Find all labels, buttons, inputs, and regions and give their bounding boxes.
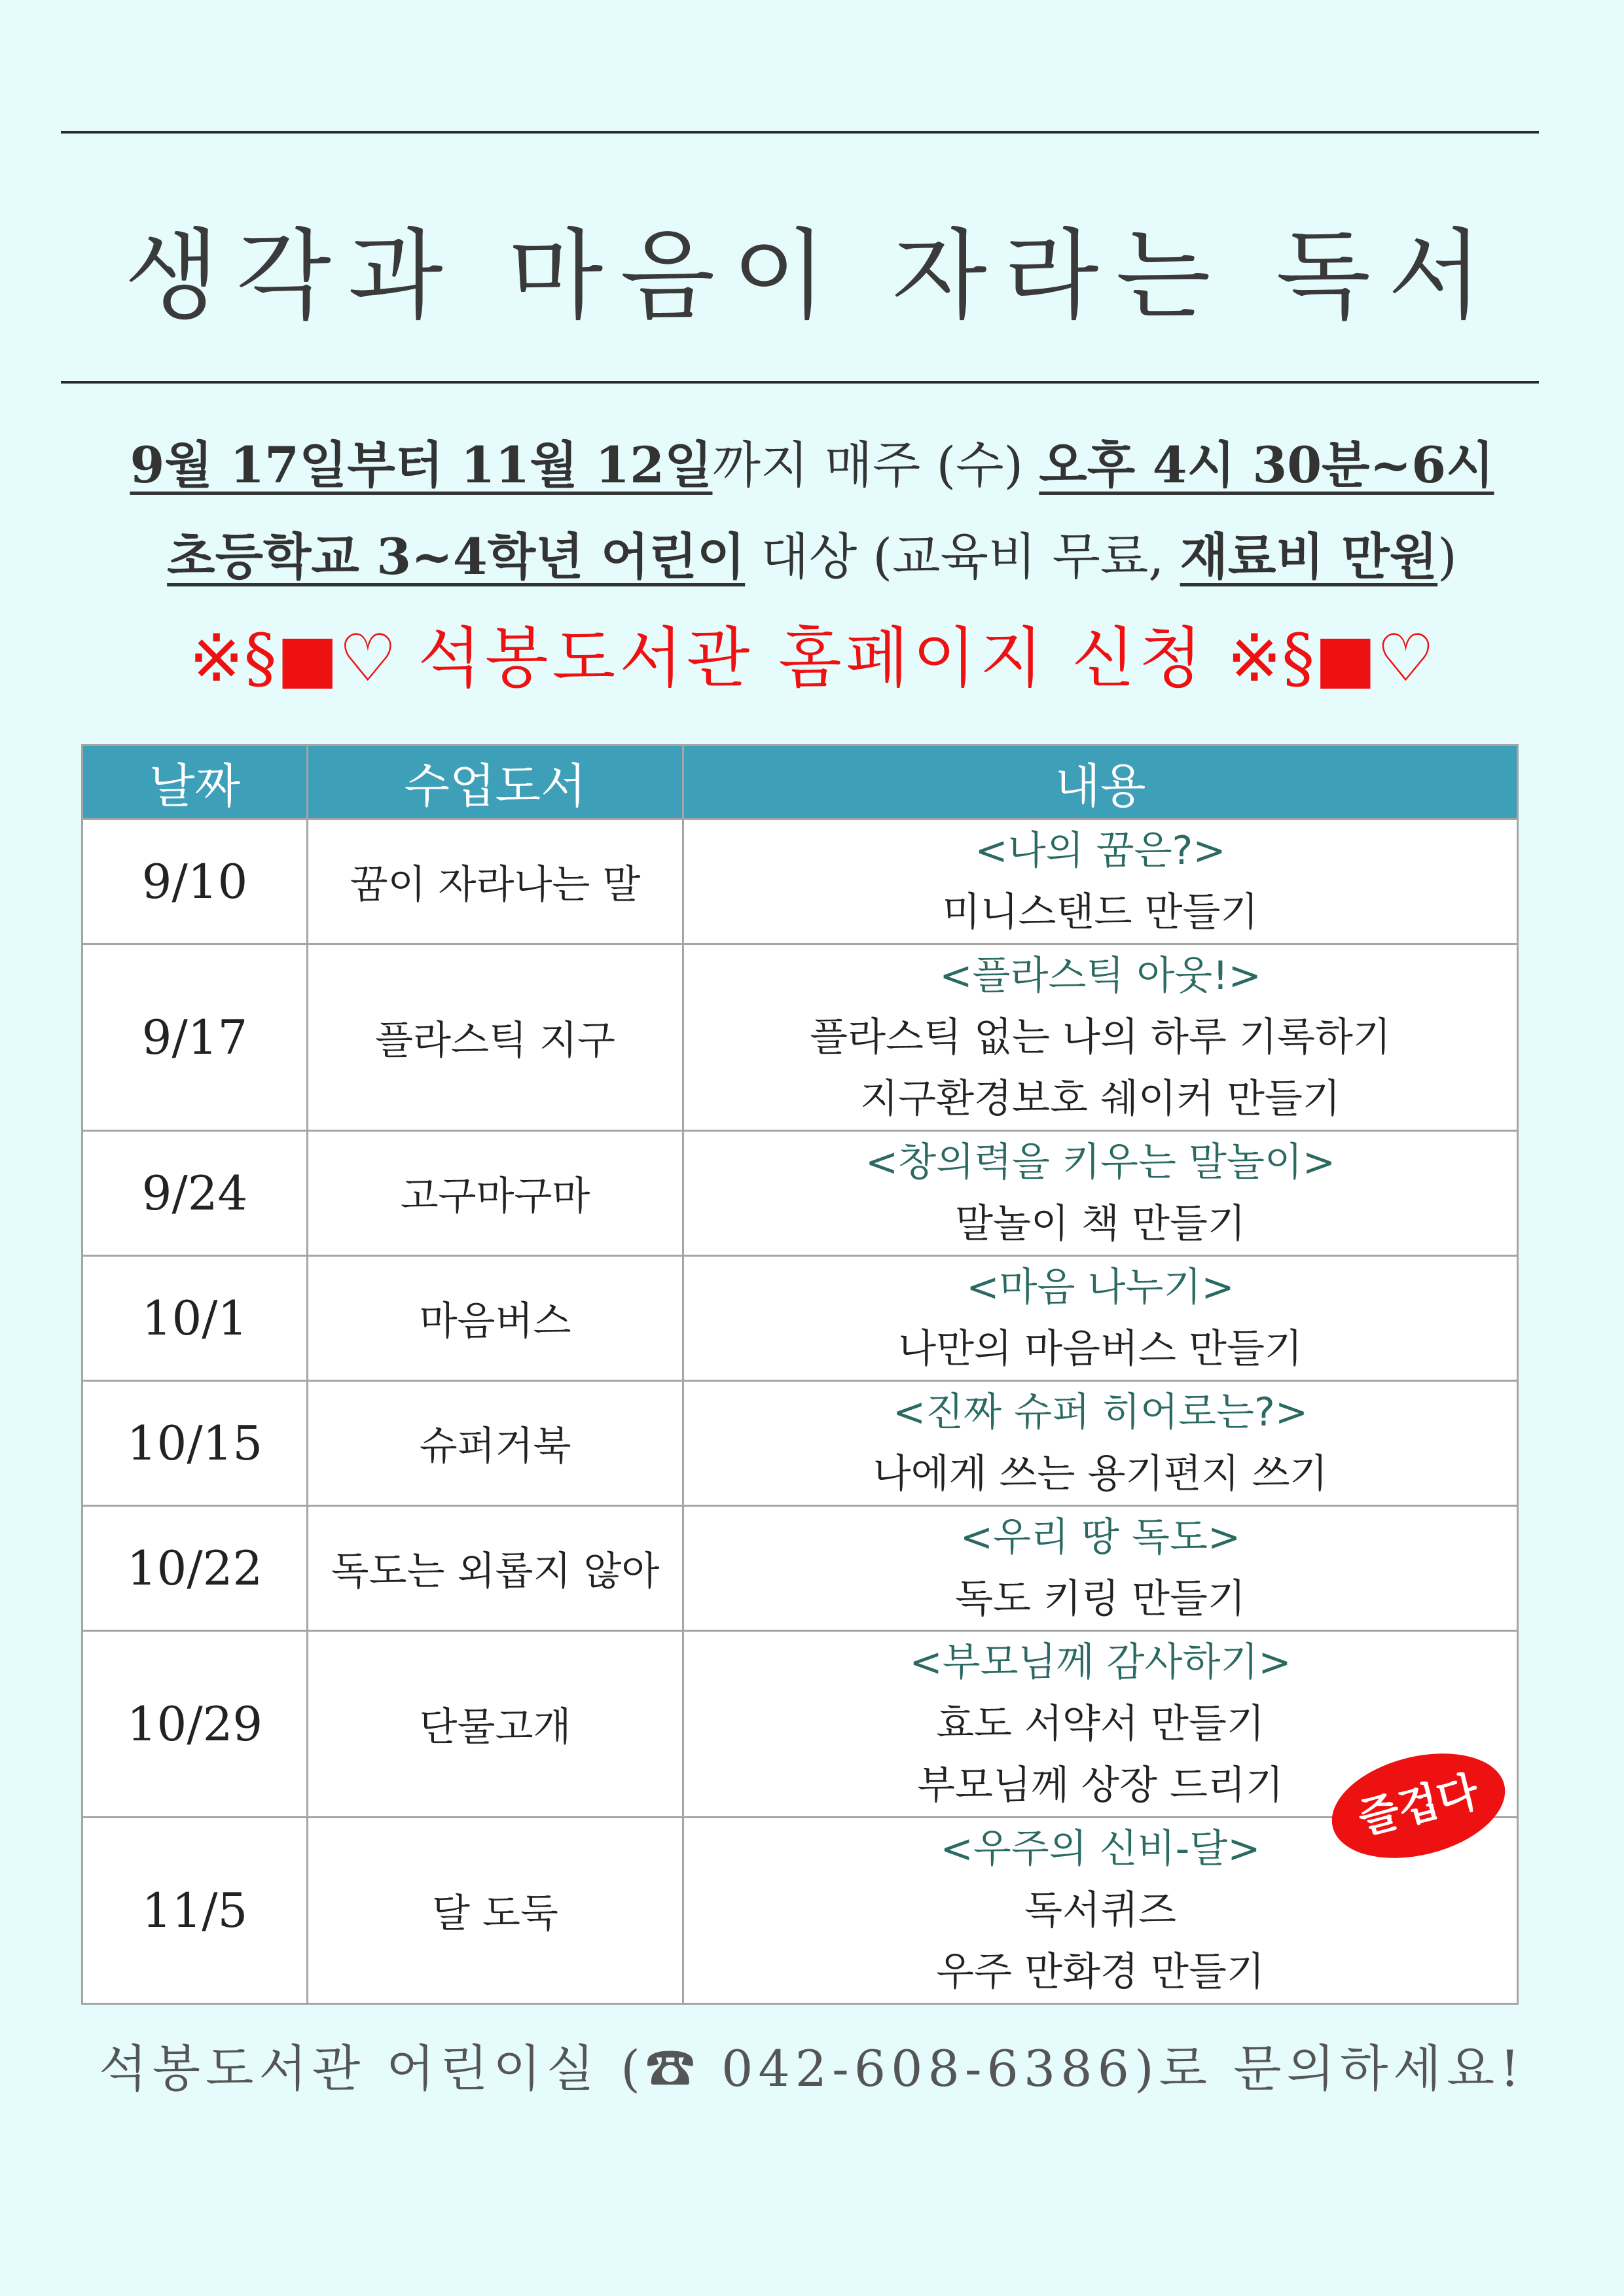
row-topic: <부모님께 감사하기>	[909, 1640, 1291, 1685]
row-activity: 효도 서약서 만들기	[936, 1701, 1265, 1747]
row-topic: <플라스틱 아웃!>	[939, 953, 1261, 999]
phone-icon: ☎	[645, 2039, 700, 2098]
row-activity: 미니스탠드 만들기	[942, 889, 1259, 935]
contact-footer	[0, 2029, 1624, 2100]
table-row	[82, 1256, 1518, 1381]
row-activity: 부모님께 상장 드리기	[917, 1763, 1284, 1808]
row-activity: 지구환경보호 쉐이커 만들기	[860, 1076, 1341, 1122]
row-topic: <나의 꿈은?>	[975, 828, 1226, 874]
program-dates: 9월 17일부터 11월 12일	[130, 436, 713, 494]
row-content	[683, 819, 1518, 944]
row-topic: <마음 나누기>	[966, 1265, 1235, 1310]
row-activity: 독서퀴즈	[1024, 1888, 1176, 1933]
schedule-table	[81, 744, 1519, 2005]
row-date: 10/1	[82, 1256, 308, 1381]
row-book: 플라스틱 지구	[308, 944, 683, 1131]
fee-close: )	[1437, 528, 1457, 586]
table-header-row	[82, 745, 1518, 819]
header-date: 날짜	[82, 745, 308, 819]
phone-number: 042-608-6386	[700, 2039, 1134, 2098]
fee-text: 대상 (교육비 무료,	[745, 528, 1180, 586]
target-info-line	[0, 517, 1624, 588]
row-date: 9/17	[82, 944, 308, 1131]
row-activity: 독도 키링 만들기	[955, 1576, 1246, 1622]
row-content	[683, 1256, 1518, 1381]
signup-notice	[0, 605, 1624, 700]
weekly-text: 까지 매주 (수)	[712, 436, 1039, 494]
signup-text: 석봉도서관 홈페이지 신청	[418, 620, 1206, 696]
symbols-right: ※§■♡	[1227, 620, 1435, 696]
table-row	[82, 819, 1518, 944]
row-activity: 나에게 쓰는 용기편지 쓰기	[873, 1451, 1328, 1497]
top-divider	[61, 131, 1539, 134]
row-book: 독도는 외롭지 않아	[308, 1506, 683, 1631]
row-content	[683, 1131, 1518, 1256]
header-content: 내용	[683, 745, 1518, 819]
row-topic: <진짜 슈퍼 히어로는?>	[892, 1390, 1308, 1435]
row-book: 마음버스	[308, 1256, 683, 1381]
page-title: 생각과 마음이 자라는 독서	[124, 219, 1500, 333]
row-date: 9/10	[82, 819, 308, 944]
schedule-info-line	[0, 425, 1624, 497]
row-date: 10/22	[82, 1506, 308, 1631]
footer-text-before: 석봉도서관 어린이실 (	[99, 2039, 645, 2098]
row-date: 11/5	[82, 1818, 308, 2004]
row-book: 슈퍼거북	[308, 1381, 683, 1506]
row-topic: <창의력을 키우는 말놀이>	[865, 1139, 1336, 1185]
table-row	[82, 1506, 1518, 1631]
row-topic: <우주의 신비-달>	[940, 1826, 1261, 1872]
row-activity: 우주 만화경 만들기	[936, 1949, 1265, 1995]
target-audience: 초등학교 3~4학년 어린이	[167, 528, 746, 586]
program-time: 오후 4시 30분~6시	[1039, 436, 1494, 494]
row-topic: <우리 땅 독도>	[960, 1515, 1241, 1560]
table-row	[82, 1631, 1518, 1818]
row-date: 9/24	[82, 1131, 308, 1256]
table-row	[82, 944, 1518, 1131]
row-activity: 말놀이 책 만들기	[955, 1201, 1246, 1247]
table-row	[82, 1818, 1518, 2004]
row-content	[683, 944, 1518, 1131]
table-row	[82, 1381, 1518, 1506]
footer-text-after: )로 문의하세요!	[1134, 2039, 1525, 2098]
row-book: 고구마구마	[308, 1131, 683, 1256]
row-activity: 나만의 마음버스 만들기	[898, 1326, 1303, 1372]
table-row	[82, 1131, 1518, 1256]
row-date: 10/15	[82, 1381, 308, 1506]
title-divider	[61, 381, 1539, 384]
row-date: 10/29	[82, 1631, 308, 1818]
row-content	[683, 1506, 1518, 1631]
header-book: 수업도서	[308, 745, 683, 819]
row-book: 꿈이 자라나는 말	[308, 819, 683, 944]
row-book: 달 도둑	[308, 1818, 683, 2004]
row-book: 단물고개	[308, 1631, 683, 1818]
material-fee: 재료비 만원	[1180, 528, 1438, 586]
symbols-left: ※§■♡	[189, 620, 397, 696]
row-content	[683, 1381, 1518, 1506]
row-activity: 플라스틱 없는 나의 하루 기록하기	[810, 1014, 1391, 1060]
fun-badge: 즐겁다	[1321, 1737, 1516, 1875]
